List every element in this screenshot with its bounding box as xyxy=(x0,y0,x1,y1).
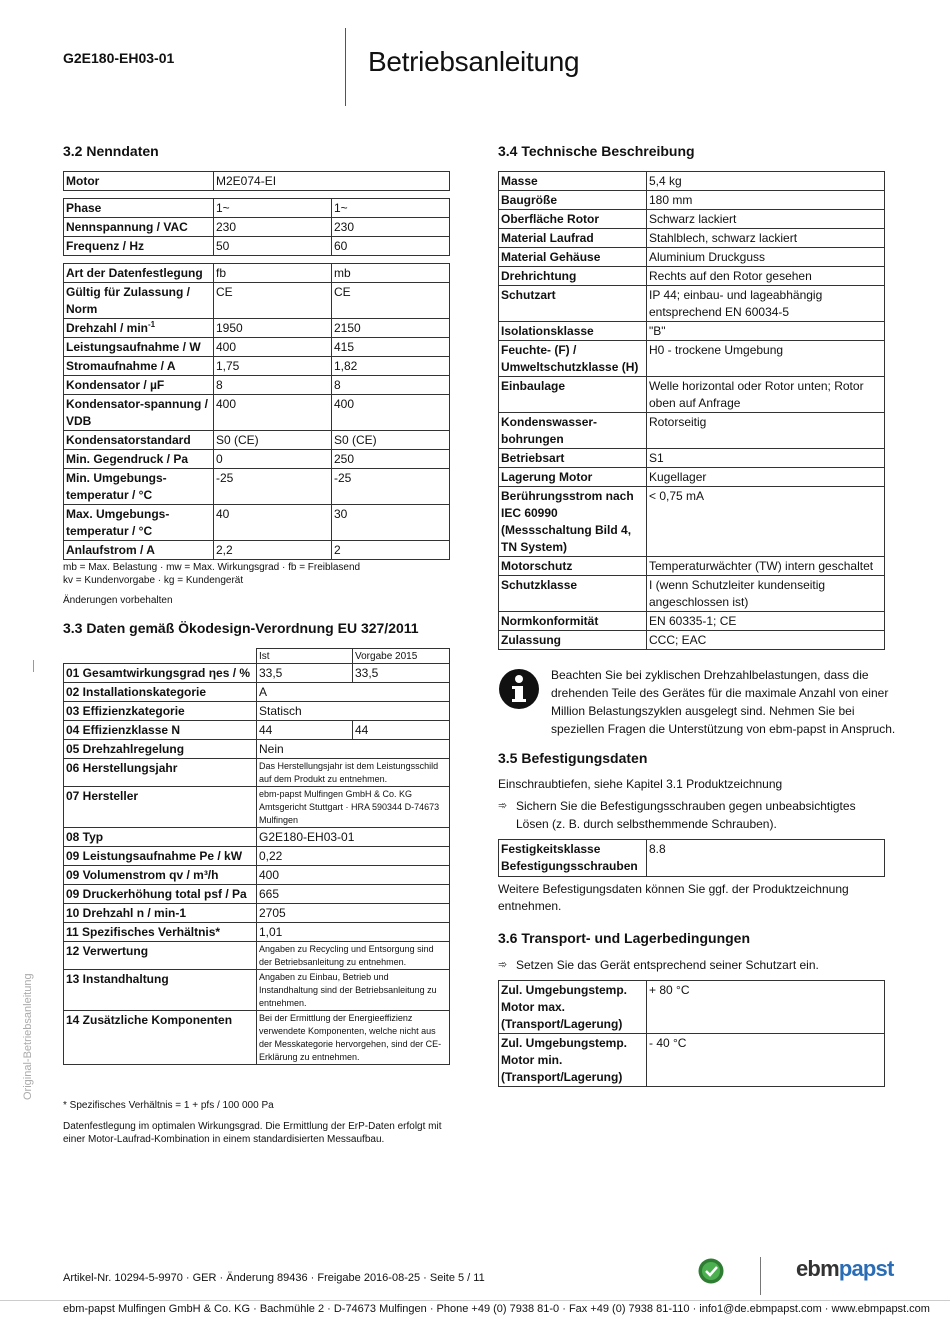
row-value: ebm-papst Mulfingen GmbH & Co. KG Amtsgericht Stuttgart · HRA 590344 D-74673 Mulfingen xyxy=(257,787,450,828)
row-label xyxy=(64,395,214,431)
table-row xyxy=(64,338,450,357)
row-label xyxy=(64,264,214,283)
row-label-sup: -1 xyxy=(148,320,156,329)
header-divider xyxy=(345,28,346,106)
row-label-text: Kondensatorstandard xyxy=(66,433,191,447)
col-ist: Ist xyxy=(257,649,353,664)
row-label: 06 Herstellungsjahr xyxy=(64,759,257,787)
row-value: < 0,75 mA xyxy=(647,487,885,557)
table-spacer xyxy=(64,191,450,199)
table-row xyxy=(499,576,885,612)
table-row xyxy=(499,172,885,191)
row-value-vorgabe: 44 xyxy=(353,721,450,740)
row-value-1: 0 xyxy=(214,450,332,469)
row-value: 665 xyxy=(257,885,450,904)
table-row xyxy=(499,286,885,322)
table-row xyxy=(64,172,450,191)
table-row xyxy=(499,267,885,286)
row-value: Schwarz lackiert xyxy=(647,210,885,229)
row-label-text: Max. Umgebungs-temperatur / °C xyxy=(66,507,170,538)
row-value: Angaben zu Recycling und Entsorgung sind der Betriebsanleitung zu entnehmen. xyxy=(257,942,450,970)
row-value: H0 - trockene Umgebung xyxy=(647,341,885,377)
row-value: 180 mm xyxy=(647,191,885,210)
row-value-1: 8 xyxy=(214,376,332,395)
row-value: Bei der Ermittlung der Energieeffizienz verwendete Komponenten, welche nicht aus der Messkategorie hervorgehen, sind der CE-Erklärung zu entnehmen. xyxy=(257,1011,450,1065)
row-value: "B" xyxy=(647,322,885,341)
row-label: 13 Instandhaltung xyxy=(64,970,257,1011)
row-value-1: 40 xyxy=(214,505,332,541)
row-label: 01 Gesamtwirkungsgrad ηes / % xyxy=(64,664,257,683)
row-value: EN 60335-1; CE xyxy=(647,612,885,631)
row-label xyxy=(64,338,214,357)
side-label: Original-Betriebsanleitung xyxy=(22,973,34,1100)
row-value: 8.8 xyxy=(647,840,885,877)
header-blank xyxy=(64,649,257,664)
changes-note: Änderungen vorbehalten xyxy=(63,595,173,606)
arrow-icon: ➾ xyxy=(498,959,508,971)
row-value-2: 230 xyxy=(332,218,450,237)
table-row xyxy=(499,322,885,341)
col-vorgabe: Vorgabe 2015 xyxy=(353,649,450,664)
article-info: Artikel-Nr. 10294-5-9970 · GER · Änderung 89436 · Freigabe 2016-08-25 · Seite 5 / 11 xyxy=(63,1272,485,1284)
table-row xyxy=(64,649,450,664)
befestigung-table xyxy=(498,839,885,877)
row-value: Kugellager xyxy=(647,468,885,487)
row-label: 07 Hersteller xyxy=(64,787,257,828)
row-label xyxy=(64,283,214,319)
transport-table xyxy=(498,980,885,1087)
table-row xyxy=(64,469,450,505)
table-row xyxy=(64,264,450,283)
row-value: Stahlblech, schwarz lackiert xyxy=(647,229,885,248)
row-label xyxy=(64,469,214,505)
row-label: Isolationsklasse xyxy=(499,322,647,341)
footer-divider xyxy=(760,1257,761,1295)
row-value-1: CE xyxy=(214,283,332,319)
table-row xyxy=(64,395,450,431)
row-label: 05 Drehzahlregelung xyxy=(64,740,257,759)
row-label: Normkonformität xyxy=(499,612,647,631)
row-value-1: 50 xyxy=(214,237,332,256)
table-row xyxy=(64,664,450,683)
table-row xyxy=(499,413,885,449)
row-value-ist: 44 xyxy=(257,721,353,740)
row-label-text: Art der Datenfestlegung xyxy=(66,266,203,280)
oekodesign-table xyxy=(63,648,450,1065)
section-title-befestigung: 3.5 Befestigungsdaten xyxy=(498,750,648,766)
row-label: Feuchte- (F) / Umweltschutzklasse (H) xyxy=(499,341,647,377)
row-value: I (wenn Schutzleiter kundenseitig angeschlossen ist) xyxy=(647,576,885,612)
table-spacer xyxy=(64,256,450,264)
row-label: Baugröße xyxy=(499,191,647,210)
table-row xyxy=(64,828,450,847)
table-row xyxy=(64,283,450,319)
row-label: Phase xyxy=(64,199,214,218)
table-row xyxy=(499,557,885,576)
table-row xyxy=(64,376,450,395)
row-label: Material Gehäuse xyxy=(499,248,647,267)
page-title: Betriebsanleitung xyxy=(368,46,580,77)
row-label: 04 Effizienzklasse N xyxy=(64,721,257,740)
section-title-transport: 3.6 Transport- und Lagerbedingungen xyxy=(498,930,751,946)
product-code: G2E180-EH03-01 xyxy=(63,50,175,66)
row-label-text: Kondensator-spannung / VDB xyxy=(66,397,208,428)
row-value-2: 60 xyxy=(332,237,450,256)
table-row xyxy=(64,904,450,923)
row-value-2: 30 xyxy=(332,505,450,541)
row-label-text: Min. Umgebungs-temperatur / °C xyxy=(66,471,167,502)
row-value-2: 8 xyxy=(332,376,450,395)
row-value-2: 400 xyxy=(332,395,450,431)
row-label: 09 Leistungsaufnahme Pe / kW xyxy=(64,847,257,866)
row-value: 5,4 kg xyxy=(647,172,885,191)
row-label: Schutzart xyxy=(499,286,647,322)
table-row xyxy=(64,721,450,740)
row-label: Lagerung Motor xyxy=(499,468,647,487)
row-label: 08 Typ xyxy=(64,828,257,847)
row-label xyxy=(64,505,214,541)
row-label: Zul. Umgebungstemp. Motor max. (Transport/Lagerung) xyxy=(499,981,647,1034)
brand-part-2: papst xyxy=(838,1256,894,1281)
row-value: Rechts auf den Rotor gesehen xyxy=(647,267,885,286)
row-label xyxy=(64,357,214,376)
transport-bullet-text: Setzen Sie das Gerät entsprechend seiner Schutzart ein. xyxy=(516,958,819,972)
row-value: A xyxy=(257,683,450,702)
table-row xyxy=(499,210,885,229)
table-row xyxy=(499,229,885,248)
row-label xyxy=(64,541,214,560)
row-value-1: fb xyxy=(214,264,332,283)
row-value: Rotorseitig xyxy=(647,413,885,449)
greentech-logo-icon xyxy=(698,1258,724,1284)
row-value: CCC; EAC xyxy=(647,631,885,650)
row-label: Zul. Umgebungstemp. Motor min. (Transport/Lagerung) xyxy=(499,1034,647,1087)
table-row xyxy=(499,377,885,413)
row-value: Das Herstellungsjahr ist dem Leistungsschild auf dem Produkt zu entnehmen. xyxy=(257,759,450,787)
row-label-text: Anlaufstrom / A xyxy=(66,543,155,557)
row-label: 10 Drehzahl n / min-1 xyxy=(64,904,257,923)
section-title-technisch: 3.4 Technische Beschreibung xyxy=(498,143,695,159)
row-value-2: 415 xyxy=(332,338,450,357)
table-row xyxy=(499,612,885,631)
row-value: - 40 °C xyxy=(647,1034,885,1087)
row-value: Statisch xyxy=(257,702,450,721)
section-title-oekodesign: 3.3 Daten gemäß Ökodesign-Verordnung EU 327/2011 xyxy=(63,620,419,636)
row-value: G2E180-EH03-01 xyxy=(257,828,450,847)
row-value: 2705 xyxy=(257,904,450,923)
row-value: 400 xyxy=(257,866,450,885)
row-label: 03 Effizienzkategorie xyxy=(64,702,257,721)
legend-line-2: kv = Kundenvorgabe · kg = Kundengerät xyxy=(63,575,244,586)
row-label-text: Gültig für Zulassung / Norm xyxy=(66,285,190,316)
section-title-nenndaten: 3.2 Nenndaten xyxy=(63,143,159,159)
row-label: Drehrichtung xyxy=(499,267,647,286)
row-label: 14 Zusätzliche Komponenten xyxy=(64,1011,257,1065)
row-value-1: 400 xyxy=(214,395,332,431)
row-label: Festigkeitsklasse Befestigungsschrauben xyxy=(499,840,647,877)
table-row xyxy=(64,1011,450,1065)
legend-line-1: mb = Max. Belastung · mw = Max. Wirkungsgrad · fb = Freiblasend xyxy=(63,562,361,573)
row-value-2: 1~ xyxy=(332,199,450,218)
table-row xyxy=(64,847,450,866)
row-label: 09 Volumenstrom qv / m³/h xyxy=(64,866,257,885)
row-value-1: 400 xyxy=(214,338,332,357)
row-value: Aluminium Druckguss xyxy=(647,248,885,267)
table-row xyxy=(499,487,885,557)
table-row xyxy=(499,449,885,468)
transport-bullet xyxy=(498,956,868,974)
table-row xyxy=(64,431,450,450)
row-label xyxy=(64,319,214,338)
row-value: Temperaturwächter (TW) intern geschaltet xyxy=(647,557,885,576)
table-row xyxy=(499,1034,885,1087)
row-label: Motorschutz xyxy=(499,557,647,576)
row-label: Masse xyxy=(499,172,647,191)
technische-table xyxy=(498,171,885,650)
row-label: 02 Installationskategorie xyxy=(64,683,257,702)
table-row xyxy=(64,923,450,942)
table-row xyxy=(64,885,450,904)
row-label: Frequenz / Hz xyxy=(64,237,214,256)
row-value-1: 1,75 xyxy=(214,357,332,376)
row-value-1: 2,2 xyxy=(214,541,332,560)
table-row xyxy=(499,248,885,267)
row-value: IP 44; einbau- und lageabhängig entsprechend EN 60034-5 xyxy=(647,286,885,322)
row-value: Nein xyxy=(257,740,450,759)
row-value-2: mb xyxy=(332,264,450,283)
row-label: Schutzklasse xyxy=(499,576,647,612)
row-label xyxy=(64,376,214,395)
table-row xyxy=(64,866,450,885)
row-value: Welle horizontal oder Rotor unten; Rotor oben auf Anfrage xyxy=(647,377,885,413)
row-label: Betriebsart xyxy=(499,449,647,468)
table-row xyxy=(64,541,450,560)
table-row xyxy=(499,840,885,877)
arrow-icon: ➾ xyxy=(498,800,508,812)
motor-label: Motor xyxy=(64,172,214,191)
row-value: 1,01 xyxy=(257,923,450,942)
table-row xyxy=(64,505,450,541)
row-value: 0,22 xyxy=(257,847,450,866)
table-row xyxy=(499,341,885,377)
table-row xyxy=(499,191,885,210)
table-row xyxy=(64,319,450,338)
row-label-text: Drehzahl / min xyxy=(66,321,149,335)
table-row xyxy=(64,237,450,256)
table-row xyxy=(64,450,450,469)
footer-rule xyxy=(0,1300,950,1301)
info-icon xyxy=(498,668,540,710)
row-label: 12 Verwertung xyxy=(64,942,257,970)
table-row xyxy=(64,199,450,218)
row-value: + 80 °C xyxy=(647,981,885,1034)
nenndaten-table xyxy=(63,171,450,560)
row-label-text: Stromaufnahme / A xyxy=(66,359,176,373)
row-value-2: 2150 xyxy=(332,319,450,338)
brand-part-1: ebm xyxy=(796,1256,839,1281)
row-label-text: Min. Gegendruck / Pa xyxy=(66,452,189,466)
row-value-1: 230 xyxy=(214,218,332,237)
table-row xyxy=(64,683,450,702)
befestigung-bullet xyxy=(498,797,868,833)
table-row xyxy=(64,357,450,376)
row-label: Berührungsstrom nach IEC 60990 (Messschaltung Bild 4, TN System) xyxy=(499,487,647,557)
table-row xyxy=(64,702,450,721)
row-label: 11 Spezifisches Verhältnis* xyxy=(64,923,257,942)
row-value-ist: 33,5 xyxy=(257,664,353,683)
row-label xyxy=(64,431,214,450)
row-label: 09 Druckerhöhung total psf / Pa xyxy=(64,885,257,904)
row-value-2: 2 xyxy=(332,541,450,560)
row-label: Material Laufrad xyxy=(499,229,647,248)
row-value: S1 xyxy=(647,449,885,468)
befestigung-bullet-text: Sichern Sie die Befestigungsschrauben gegen unbeabsichtigtes Lösen (z. B. durch selbsthemmende Schrauben). xyxy=(516,799,856,831)
row-label: Oberfläche Rotor xyxy=(499,210,647,229)
table-row xyxy=(64,759,450,787)
brand-logo xyxy=(796,1256,894,1282)
row-value-2: 1,82 xyxy=(332,357,450,376)
row-label xyxy=(64,450,214,469)
row-value-2: S0 (CE) xyxy=(332,431,450,450)
info-notice: Beachten Sie bei zyklischen Drehzahlbelastungen, dass die drehenden Teile des Gerätes für die maximale Anzahl von einer Million Belastungszyklen ausgelegt sind. Nehmen Sie bei speziellen Fragen die Unterstützung von ebm-papst in Anspruch. xyxy=(551,668,896,736)
margin-mark xyxy=(33,660,34,672)
befestigung-outro: Weitere Befestigungsdaten können Sie ggf. der Produktzeichnung entnehmen. xyxy=(498,882,849,913)
company-info: ebm-papst Mulfingen GmbH & Co. KG · Bachmühle 2 · D-74673 Mulfingen · Phone +49 (0) 7938 81-0 · Fax +49 (0) 7938 81-110 · info1@de.ebmpapst.com · www.ebmpapst.com xyxy=(63,1303,930,1315)
erp-note: Datenfestlegung im optimalen Wirkungsgrad. Die Ermittlung der ErP-Daten erfolgt mit einer Motor-Laufrad-Kombination in einem standardisierten Messaufbau. xyxy=(63,1121,442,1145)
table-row xyxy=(499,631,885,650)
motor-value: M2E074-EI xyxy=(214,172,450,191)
row-label: Einbaulage xyxy=(499,377,647,413)
row-value: Angaben zu Einbau, Betrieb und Instandhaltung sind der Betriebsanleitung zu entnehmen. xyxy=(257,970,450,1011)
row-value-1: 1~ xyxy=(214,199,332,218)
row-value-1: -25 xyxy=(214,469,332,505)
row-label-text: Leistungsaufnahme / W xyxy=(66,340,201,354)
row-label: Kondenswasser-bohrungen xyxy=(499,413,647,449)
table-row xyxy=(499,981,885,1034)
footnote-ratio: * Spezifisches Verhältnis = 1 + pfs / 100 000 Pa xyxy=(63,1100,274,1111)
row-value-1: S0 (CE) xyxy=(214,431,332,450)
row-label: Nennspannung / VAC xyxy=(64,218,214,237)
table-row xyxy=(64,218,450,237)
table-row xyxy=(64,740,450,759)
row-value-2: -25 xyxy=(332,469,450,505)
row-value-2: CE xyxy=(332,283,450,319)
table-row xyxy=(64,787,450,828)
row-label-text: Kondensator / µF xyxy=(66,378,165,392)
table-row xyxy=(64,970,450,1011)
table-row xyxy=(499,468,885,487)
table-row xyxy=(64,942,450,970)
row-value-2: 250 xyxy=(332,450,450,469)
row-value-vorgabe: 33,5 xyxy=(353,664,450,683)
row-label: Zulassung xyxy=(499,631,647,650)
befestigung-intro: Einschraubtiefen, siehe Kapitel 3.1 Produktzeichnung xyxy=(498,777,783,791)
row-value-1: 1950 xyxy=(214,319,332,338)
